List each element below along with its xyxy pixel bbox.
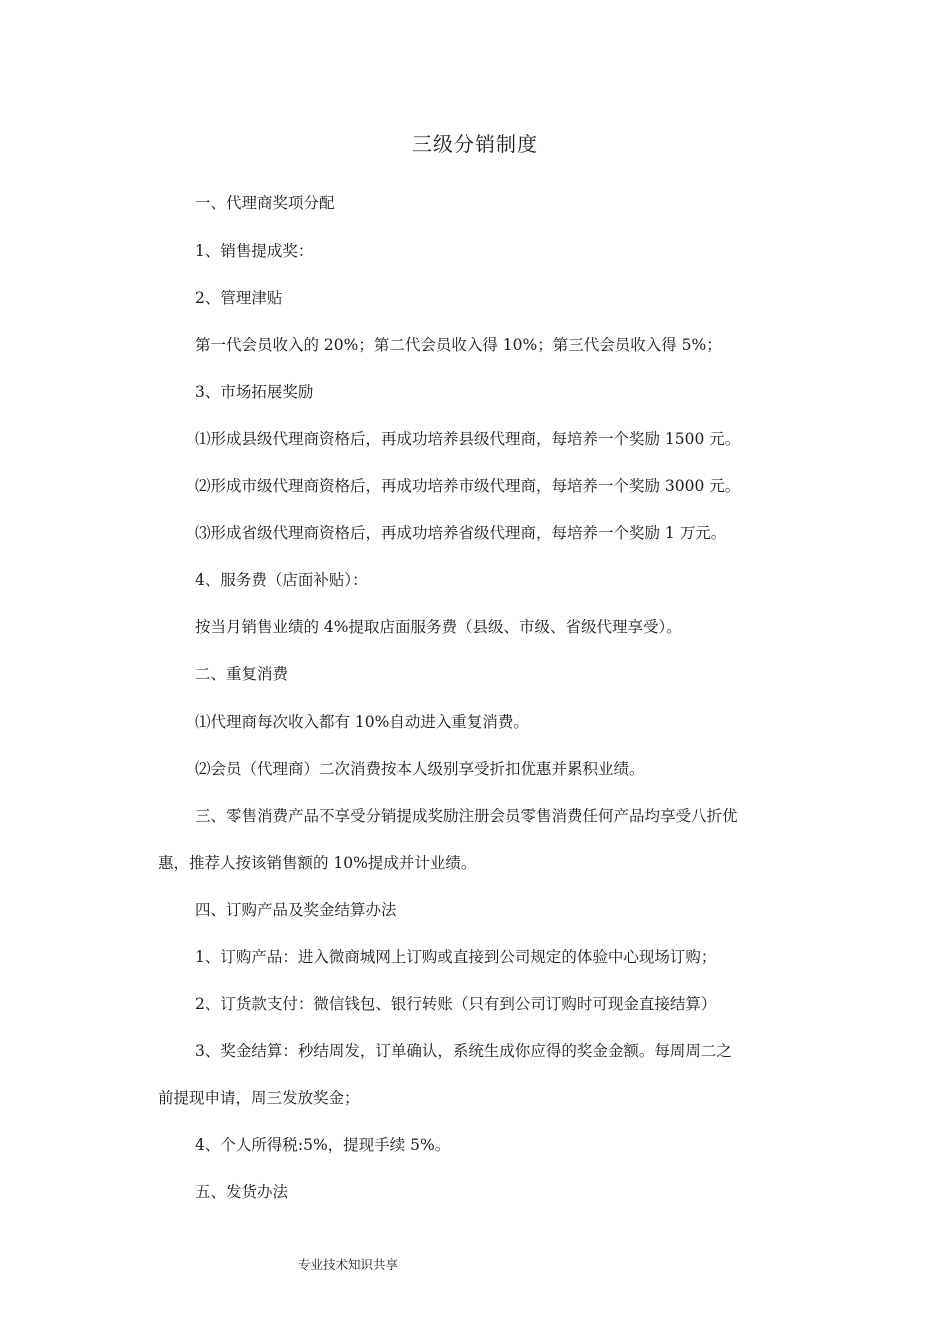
paragraph: ⑵形成市级代理商资格后，再成功培养市级代理商，每培养一个奖励 3000 元。 (195, 477, 741, 495)
paragraph: ⑴代理商每次收入都有 10%自动进入重复消费。 (195, 713, 529, 731)
paragraph: ⑴形成县级代理商资格后，再成功培养县级代理商，每培养一个奖励 1500 元。 (195, 430, 741, 448)
section-heading-1: 一、代理商奖项分配 (195, 194, 335, 212)
paragraph: 3、市场拓展奖励 (195, 383, 314, 401)
section-heading-3: 三、零售消费产品不享受分销提成奖励注册会员零售消费任何产品均享受八折优 (195, 807, 738, 825)
paragraph: 惠，推荐人按该销售额的 10%提成并计业绩。 (158, 854, 477, 872)
section-heading-5: 五、发货办法 (195, 1183, 289, 1201)
paragraph: 第一代会员收入的 20%；第二代会员收入得 10%；第三代会员收入得 5%； (195, 336, 722, 354)
paragraph: 4、服务费（店面补贴）： (195, 571, 368, 589)
paragraph: 1、订购产品：进入微商城网上订购或直接到公司规定的体验中心现场订购； (195, 948, 717, 966)
document-title: 三级分销制度 (412, 132, 538, 156)
section-heading-4: 四、订购产品及奖金结算办法 (195, 901, 397, 919)
paragraph: 3、奖金结算：秒结周发，订单确认，系统生成你应得的奖金金额。每周周二之 (195, 1042, 732, 1060)
page-footer: 专业技术知识共享 (298, 1257, 399, 1272)
paragraph: 2、管理津贴 (195, 289, 283, 307)
paragraph: 按当月销售业绩的 4%提取店面服务费（县级、市级、省级代理享受）。 (195, 618, 682, 636)
paragraph: ⑶形成省级代理商资格后，再成功培养省级代理商，每培养一个奖励 1 万元。 (195, 524, 727, 542)
paragraph: 4、个人所得税:5%，提现手续 5%。 (195, 1136, 451, 1154)
paragraph: 2、订货款支付：微信钱包、银行转账（只有到公司订购时可现金直接结算） (195, 995, 717, 1013)
paragraph: 1、销售提成奖： (195, 242, 314, 260)
section-heading-2: 二、重复消费 (195, 665, 289, 683)
paragraph: 前提现申请，周三发放奖金； (158, 1089, 360, 1107)
paragraph: ⑵会员（代理商）二次消费按本人级别享受折扣优惠并累积业绩。 (195, 760, 645, 778)
